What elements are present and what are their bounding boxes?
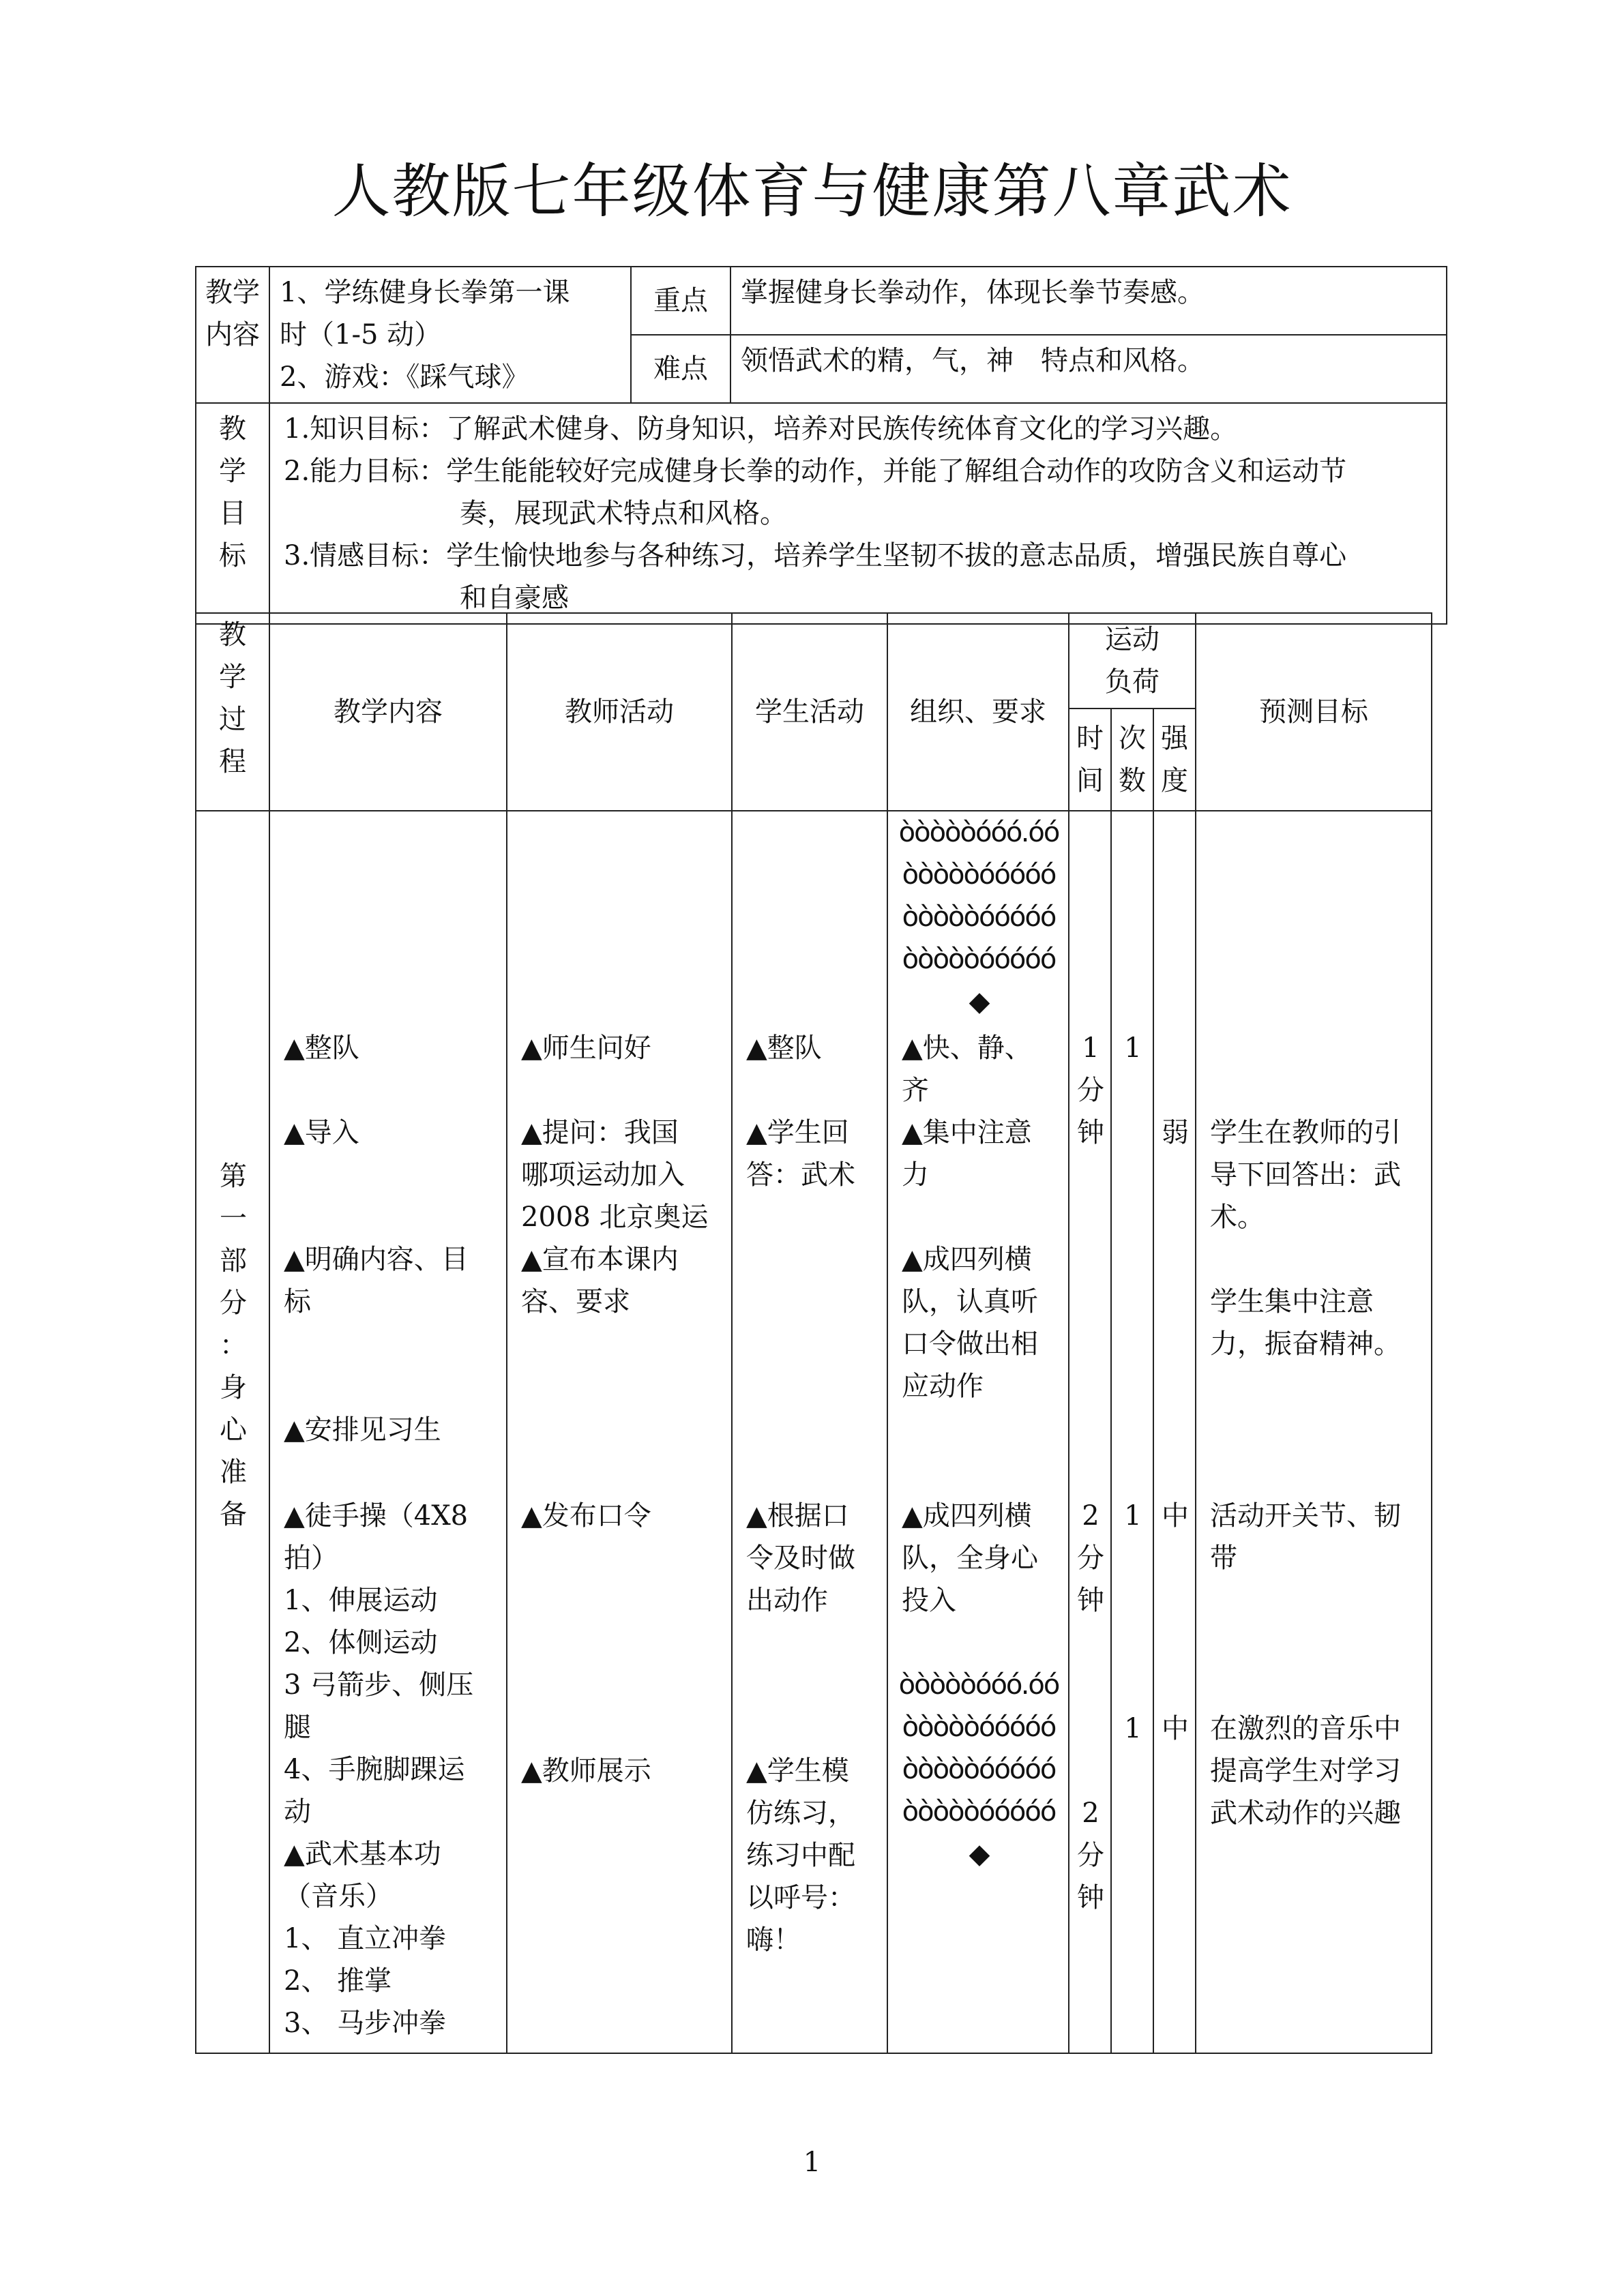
intensity-value: 中 — [1162, 1500, 1189, 1532]
goals-label-char: 标 — [219, 540, 246, 571]
col-header-intensity — [1153, 709, 1196, 811]
col-header-teacher: 教师活动 — [507, 613, 732, 811]
time-char: 钟 — [1077, 1882, 1104, 1913]
goal-item-knowledge — [284, 408, 1436, 450]
content-block-exercises — [284, 1495, 473, 2044]
student-line: 嗨！ — [746, 1924, 801, 1956]
goals-label-cell — [196, 403, 269, 624]
goal-line: 活动开关节、韧 — [1210, 1500, 1402, 1532]
key-text: 掌握健身长拳动作，体现长拳节奏感。 — [730, 267, 1447, 335]
goal-line: 学生能能较好完成健身长拳的动作，并能了解组合动作的攻防含义和运动节 — [446, 456, 1347, 487]
time-char: 1 — [1082, 1032, 1099, 1064]
goal-line: 奏，展现武术特点和风格。 — [460, 498, 787, 529]
part1-label — [196, 1155, 270, 1536]
part1-goal-cell — [1196, 811, 1432, 2053]
count-value: 1 — [1124, 1032, 1142, 1064]
content-line: 3、 马步冲拳 — [284, 2008, 447, 2039]
load-intensity-char: 度 — [1161, 765, 1188, 796]
goal-item-emotion — [284, 535, 1436, 619]
teacher-position-icon: ◆ — [969, 986, 989, 1017]
page-number: 1 — [803, 2147, 821, 2178]
goals-label-char: 目 — [219, 498, 246, 529]
formation-diagram-bottom — [888, 1664, 1069, 1875]
time-char: 分 — [1077, 1542, 1104, 1574]
formation-row: òòòòòóóóóó — [902, 944, 1056, 975]
org-line: 队，全身心 — [902, 1542, 1038, 1574]
content-line: 1、 直立冲拳 — [284, 1923, 447, 1954]
org-block-form — [902, 1027, 1032, 1112]
goal-line: 力，振奋精神。 — [1210, 1328, 1402, 1360]
process-label-cell — [196, 613, 269, 811]
student-line: ▲学生模 — [746, 1755, 849, 1787]
org-line: ▲集中注意 — [902, 1117, 1032, 1148]
part1-label-char: 部 — [220, 1245, 247, 1277]
intensity-value: 弱 — [1162, 1117, 1189, 1148]
teacher-line: 哪项运动加入 — [521, 1159, 685, 1191]
count-value: 1 — [1124, 1500, 1142, 1532]
goal-line: 武术动作的兴趣 — [1210, 1798, 1402, 1829]
teacher-line-demo: ▲教师展示 — [521, 1755, 651, 1787]
content-line: 拍） — [284, 1542, 338, 1574]
content-line: 动 — [284, 1796, 311, 1828]
goal-head: 2.能力目标： — [284, 456, 447, 487]
goals-label-char: 学 — [219, 456, 246, 487]
goal-block-interest — [1210, 1708, 1401, 1834]
goal-block-answer — [1210, 1112, 1401, 1238]
process-label-char: 程 — [219, 746, 246, 777]
student-line-form: ▲整队 — [746, 1032, 822, 1064]
content-line: 标 — [284, 1286, 311, 1317]
student-line: ▲学生回 — [746, 1117, 849, 1148]
content-label-cell — [196, 267, 269, 403]
goal-line: 术。 — [1210, 1202, 1265, 1233]
part1-teacher-cell — [507, 811, 732, 2053]
goal-line: 提高学生对学习 — [1210, 1755, 1402, 1787]
content-line-form: ▲整队 — [284, 1032, 359, 1064]
content-line: 腿 — [284, 1712, 311, 1743]
goals-label-char: 教 — [219, 413, 246, 445]
part1-label-char: 准 — [220, 1457, 247, 1488]
content-line: 2、体侧运动 — [284, 1627, 438, 1658]
intensity-value: 中 — [1162, 1713, 1189, 1744]
load-count-char: 次 — [1119, 723, 1146, 754]
student-line: 令及时做 — [746, 1542, 855, 1574]
student-block-follow — [746, 1495, 855, 1622]
content-line: 4、手腕脚踝运 — [284, 1754, 465, 1785]
goal-line: 学生在教师的引 — [1210, 1117, 1402, 1148]
goal-head: 3.情感目标： — [284, 540, 447, 571]
teacher-position-icon: ◆ — [969, 1838, 989, 1870]
formation-diagram-top — [888, 811, 1069, 1023]
formation-row: òòòòòóóóóó — [902, 1754, 1056, 1785]
goal-line: 导下回答出：武 — [1210, 1159, 1402, 1191]
count-value: 1 — [1124, 1713, 1142, 1744]
goal-line: 带 — [1210, 1542, 1238, 1574]
teacher-line: ▲提问：我国 — [521, 1117, 679, 1148]
teacher-line-greet: ▲师生问好 — [521, 1032, 651, 1064]
goal-head: 1.知识目标： — [284, 413, 447, 445]
load-time-char: 时 — [1076, 723, 1104, 754]
teacher-block-question — [521, 1112, 709, 1238]
load-time-char: 间 — [1076, 765, 1104, 796]
org-line: ▲成四列横 — [902, 1244, 1032, 1275]
formation-row: òòòòòóóóóó — [902, 901, 1056, 933]
process-label-char: 学 — [219, 661, 246, 693]
time-char: 2 — [1082, 1500, 1099, 1532]
process-label-char: 过 — [219, 704, 246, 735]
part1-label-char: 一 — [220, 1203, 247, 1234]
content-line: 3 弓箭步、侧压 — [284, 1669, 474, 1701]
part1-label-char: 备 — [220, 1499, 247, 1530]
teacher-block-announce — [521, 1238, 679, 1323]
teacher-line: 2008 北京奥运 — [521, 1202, 709, 1233]
goal-line: 在激烈的音乐中 — [1210, 1713, 1402, 1744]
org-line: 应动作 — [902, 1371, 984, 1402]
col-header-count — [1111, 709, 1153, 811]
key-label: 重点 — [631, 267, 730, 335]
col-header-goal: 预测目标 — [1196, 613, 1432, 811]
process-table — [195, 612, 1432, 2054]
content-text-cell — [269, 267, 631, 403]
difficulty-text: 领悟武术的精，气，神 特点和风格。 — [730, 335, 1447, 403]
time-char: 2 — [1082, 1798, 1099, 1829]
formation-row: òòòòòóóó.óó — [898, 817, 1059, 848]
load-label-line: 负荷 — [1105, 666, 1160, 698]
goal-block-focus — [1210, 1281, 1401, 1365]
org-line: 投入 — [902, 1585, 956, 1616]
time-char: 分 — [1077, 1075, 1104, 1106]
content-line: 1、学练健身长拳第一课 — [280, 277, 570, 308]
org-line: 口令做出相 — [902, 1328, 1038, 1360]
content-line-observers: ▲安排见习生 — [284, 1414, 441, 1446]
student-block-answer — [746, 1112, 855, 1196]
col-header-load — [1069, 613, 1196, 709]
org-line: ▲快、静、 — [902, 1032, 1032, 1064]
load-label-line: 运动 — [1105, 624, 1160, 655]
org-line: 齐 — [902, 1075, 929, 1106]
goals-text-cell — [269, 403, 1447, 624]
col-header-content: 教学内容 — [269, 613, 507, 811]
col-header-time — [1069, 709, 1111, 811]
content-line: 1、伸展运动 — [284, 1585, 438, 1616]
goal-block-joints — [1210, 1495, 1401, 1579]
time-block-1 — [1069, 1027, 1112, 1154]
teacher-line: 容、要求 — [521, 1286, 630, 1317]
student-line: 练习中配 — [746, 1840, 855, 1871]
page-title: 人教版七年级体育与健康第八章武术 — [331, 158, 1293, 226]
org-line: 力 — [902, 1159, 929, 1191]
content-line: ▲武术基本功 — [284, 1838, 441, 1870]
load-count-char: 数 — [1119, 765, 1146, 796]
part1-intensity-cell — [1153, 811, 1196, 2053]
content-line: ▲徒手操（4X8 — [284, 1500, 469, 1532]
part1-label-char: ： — [220, 1330, 247, 1361]
part1-label-char: 心 — [220, 1414, 247, 1446]
time-char: 钟 — [1077, 1117, 1104, 1148]
content-line: （音乐） — [284, 1881, 393, 1912]
goal-line: 了解武术健身、防身知识，培养对民族传统体育文化的学习兴趣。 — [446, 413, 1238, 445]
student-line: 答：武术 — [746, 1159, 855, 1191]
time-block-2 — [1069, 1495, 1112, 1622]
part1-content-cell — [269, 811, 507, 2053]
content-line: 时（1-5 动） — [280, 319, 442, 351]
part1-count-cell — [1111, 811, 1153, 2053]
student-line: 以呼号： — [746, 1882, 855, 1913]
content-label-1: 教学 — [205, 277, 260, 308]
student-line: 仿练习， — [746, 1798, 855, 1829]
time-block-3 — [1069, 1792, 1112, 1919]
formation-row: òòòòòóóóóó — [902, 1796, 1056, 1828]
formation-row: òòòòòóóóóó — [902, 859, 1056, 891]
part1-time-cell — [1069, 811, 1111, 2053]
content-line: ▲明确内容、目 — [284, 1244, 469, 1275]
org-line: ▲成四列横 — [902, 1500, 1032, 1532]
content-label-2: 内容 — [205, 319, 260, 351]
goal-line: 和自豪感 — [460, 582, 569, 614]
header-table — [195, 266, 1447, 625]
formation-row: òòòòòóóó.óó — [898, 1669, 1059, 1701]
part1-student-cell — [732, 811, 887, 2053]
content-block-goals — [284, 1238, 469, 1323]
load-intensity-char: 强 — [1161, 723, 1188, 754]
content-line-intro: ▲导入 — [284, 1117, 359, 1148]
org-block-exercise — [902, 1495, 1038, 1622]
org-line: 队，认真听 — [902, 1286, 1038, 1317]
student-line: ▲根据口 — [746, 1500, 849, 1532]
goal-line: 学生愉快地参与各种练习，培养学生坚韧不拔的意志品质，增强民族自尊心 — [446, 540, 1347, 571]
part1-label-cell — [196, 811, 269, 2053]
goal-line: 学生集中注意 — [1210, 1286, 1374, 1317]
org-block-focus — [902, 1112, 1032, 1196]
col-header-student: 学生活动 — [732, 613, 887, 811]
student-block-practice — [746, 1750, 855, 1961]
part1-label-char: 身 — [220, 1372, 247, 1403]
time-char: 钟 — [1077, 1585, 1104, 1616]
content-line: 2、 推掌 — [284, 1965, 392, 1997]
teacher-line: ▲宣布本课内 — [521, 1244, 679, 1275]
part1-org-cell — [887, 811, 1069, 2053]
formation-row: òòòòòóóóóó — [902, 1712, 1056, 1743]
col-header-org: 组织、要求 — [887, 613, 1069, 811]
teacher-line-command: ▲发布口令 — [521, 1500, 651, 1532]
goal-item-ability — [284, 450, 1436, 535]
process-label-char: 教 — [219, 619, 246, 651]
student-line: 出动作 — [746, 1585, 828, 1616]
difficulty-label: 难点 — [631, 335, 730, 403]
part1-label-char: 分 — [220, 1287, 247, 1319]
content-line: 2、游戏：《踩气球》 — [280, 361, 529, 393]
org-block-lines — [902, 1238, 1038, 1407]
part1-label-char: 第 — [220, 1161, 247, 1192]
time-char: 分 — [1077, 1840, 1104, 1871]
